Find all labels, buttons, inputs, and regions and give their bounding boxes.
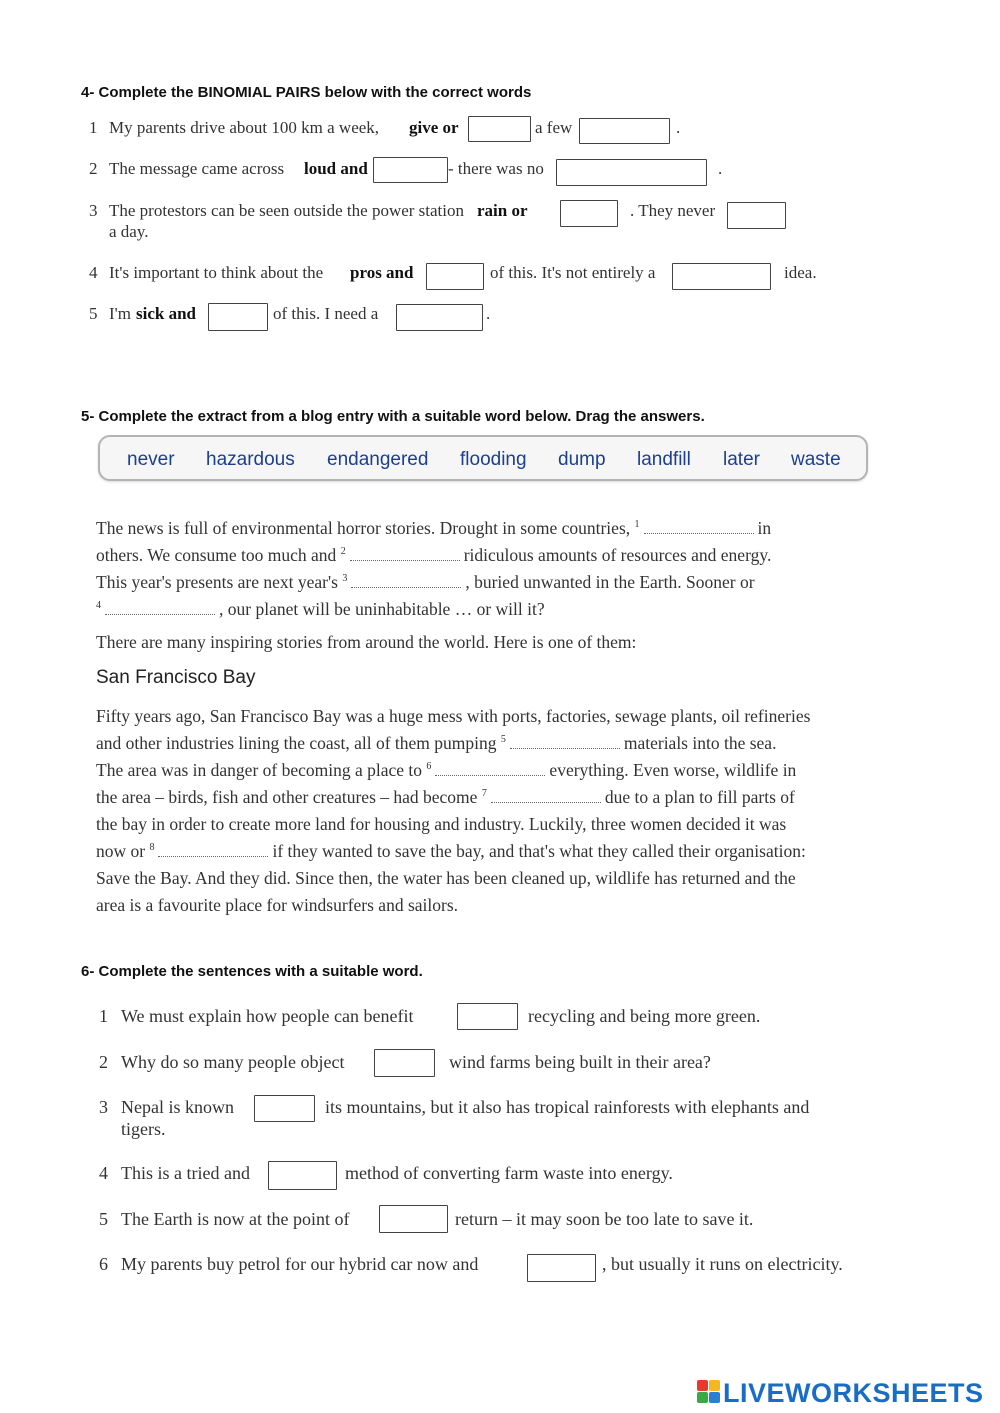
item-text: its mountains, but it also has tropical rainforests with elephants and bbox=[325, 1097, 810, 1117]
item-text: method of converting farm waste into energy. bbox=[345, 1163, 673, 1183]
item-text: The protestors can be seen outside the power station bbox=[109, 201, 465, 220]
drop-target-8[interactable] bbox=[158, 844, 268, 857]
word-hazardous[interactable]: hazardous bbox=[206, 449, 295, 470]
blog-line bbox=[96, 572, 755, 592]
answer-input-4-2b[interactable] bbox=[556, 159, 707, 186]
item-number: 2 bbox=[89, 159, 98, 178]
drop-target-3[interactable] bbox=[351, 575, 461, 588]
item-text: - there was no bbox=[448, 159, 544, 178]
word-waste[interactable]: waste bbox=[791, 449, 841, 470]
answer-input-4-3a[interactable] bbox=[560, 200, 618, 227]
blog-line: Fifty years ago, San Francisco Bay was a huge mess with ports, factories, sewage plants, oil refineries bbox=[96, 706, 811, 726]
text: now or bbox=[96, 841, 146, 861]
item-text: of this. It's not entirely a bbox=[490, 263, 656, 282]
item-text: The message came across bbox=[109, 159, 285, 178]
word-flooding[interactable]: flooding bbox=[460, 449, 527, 470]
word-bank bbox=[98, 435, 868, 481]
blog-line: area is a favourite place for windsurfers and sailors. bbox=[96, 895, 459, 915]
item-number: 1 bbox=[99, 1006, 108, 1026]
item-number: 4 bbox=[99, 1163, 108, 1183]
answer-input-6-5[interactable] bbox=[379, 1205, 448, 1233]
gap-number: 3 bbox=[342, 573, 348, 585]
text: The news is full of environmental horror stories. Drought in some countries, bbox=[96, 518, 631, 538]
gap-number: 2 bbox=[340, 546, 346, 558]
blog-line bbox=[96, 733, 776, 753]
blog-line bbox=[96, 599, 545, 619]
drop-target-1[interactable] bbox=[644, 521, 754, 534]
blog-line: Save the Bay. And they did. Since then, the water has been cleaned up, wildlife has returned and the bbox=[96, 868, 796, 888]
answer-input-6-4[interactable] bbox=[268, 1161, 337, 1190]
drop-target-2[interactable] bbox=[350, 548, 460, 561]
answer-input-6-2[interactable] bbox=[374, 1049, 435, 1077]
text: This year's presents are next year's bbox=[96, 572, 338, 592]
item-text: return – it may soon be too late to save it. bbox=[455, 1209, 754, 1229]
gap-number: 8 bbox=[149, 842, 155, 854]
answer-input-6-1[interactable] bbox=[457, 1003, 518, 1030]
logo-text: LIVEWORKSHEETS bbox=[723, 1378, 984, 1408]
word-landfill[interactable]: landfill bbox=[637, 449, 691, 470]
answer-input-4-2a[interactable] bbox=[373, 157, 448, 183]
answer-input-6-6[interactable] bbox=[527, 1254, 596, 1282]
item-text: I'm bbox=[109, 304, 131, 323]
text: others. We consume too much and bbox=[96, 545, 337, 565]
item-text: a few bbox=[535, 118, 573, 137]
item-text: of this. I need a bbox=[273, 304, 379, 323]
answer-input-4-4a[interactable] bbox=[426, 263, 484, 290]
answer-input-4-1b[interactable] bbox=[579, 118, 670, 144]
item-bold-text: sick and bbox=[136, 304, 196, 323]
item-text: It's important to think about the bbox=[109, 263, 324, 282]
answer-input-4-3b[interactable] bbox=[727, 202, 786, 229]
item-bold-text: loud and bbox=[304, 159, 368, 178]
drop-target-4[interactable] bbox=[105, 602, 215, 615]
word-later[interactable]: later bbox=[723, 449, 760, 470]
text: , our planet will be uninhabitable … or will it? bbox=[219, 599, 545, 619]
text: ridiculous amounts of resources and energy. bbox=[463, 545, 772, 565]
item-text: idea. bbox=[784, 263, 817, 282]
item-number: 6 bbox=[99, 1254, 108, 1274]
item-text: My parents drive about 100 km a week, bbox=[109, 118, 380, 137]
item-text: The Earth is now at the point of bbox=[121, 1209, 350, 1229]
word-never[interactable]: never bbox=[127, 449, 175, 470]
item-text: We must explain how people can benefit bbox=[121, 1006, 414, 1026]
item-text: , but usually it runs on electricity. bbox=[602, 1254, 843, 1274]
section-6-heading: 6- Complete the sentences with a suitable word. bbox=[81, 963, 423, 980]
answer-input-6-3[interactable] bbox=[254, 1095, 315, 1122]
item-text: . bbox=[676, 118, 681, 137]
item-text: wind farms being built in their area? bbox=[449, 1052, 711, 1072]
blog-line bbox=[96, 760, 796, 780]
blog-subtitle: San Francisco Bay bbox=[96, 667, 256, 688]
answer-input-4-4b[interactable] bbox=[672, 263, 771, 290]
blog-line bbox=[96, 841, 806, 861]
gap-number: 4 bbox=[96, 600, 101, 612]
text: if they wanted to save the bay, and that's what they called their organisation: bbox=[272, 841, 806, 861]
item-bold-text: rain or bbox=[477, 201, 528, 220]
item-number: 3 bbox=[89, 201, 98, 220]
item-text: tigers. bbox=[121, 1119, 166, 1139]
item-text: . They never bbox=[630, 201, 716, 220]
logo-tiles-icon bbox=[697, 1380, 721, 1404]
drop-target-6[interactable] bbox=[435, 763, 545, 776]
drop-target-5[interactable] bbox=[510, 736, 620, 749]
item-text: . bbox=[486, 304, 491, 323]
text: the area – birds, fish and other creatures – had become bbox=[96, 787, 478, 807]
item-number: 3 bbox=[99, 1097, 108, 1117]
item-text: This is a tried and bbox=[121, 1163, 250, 1183]
section-5-heading: 5- Complete the extract from a blog entry with a suitable word below. Drag the answers. bbox=[81, 408, 705, 425]
blog-line: the bay in order to create more land for housing and industry. Luckily, three women decided it was bbox=[96, 814, 787, 834]
blog-line bbox=[96, 787, 795, 807]
item-bold-text: give or bbox=[409, 118, 459, 137]
item-text: a day. bbox=[109, 222, 149, 241]
drop-target-7[interactable] bbox=[491, 790, 601, 803]
item-text: . bbox=[718, 159, 723, 178]
text: , buried unwanted in the Earth. Sooner or bbox=[465, 572, 755, 592]
gap-number: 5 bbox=[500, 734, 506, 746]
item-number: 5 bbox=[99, 1209, 108, 1229]
word-dump[interactable]: dump bbox=[558, 449, 606, 470]
item-bold-text: pros and bbox=[350, 263, 414, 282]
item-text: recycling and being more green. bbox=[528, 1006, 761, 1026]
text: due to a plan to fill parts of bbox=[604, 787, 795, 807]
text: The area was in danger of becoming a place to bbox=[96, 760, 423, 780]
item-number: 5 bbox=[89, 304, 98, 323]
text: in bbox=[757, 518, 772, 538]
answer-input-4-1a[interactable] bbox=[468, 116, 531, 142]
answer-input-4-5b[interactable] bbox=[396, 304, 483, 331]
gap-number: 1 bbox=[634, 519, 640, 531]
text: materials into the sea. bbox=[623, 733, 777, 753]
item-text: Why do so many people object bbox=[121, 1052, 345, 1072]
blog-intro: There are many inspiring stories from around the world. Here is one of them: bbox=[96, 632, 637, 652]
item-text: Nepal is known bbox=[121, 1097, 234, 1117]
text: everything. Even worse, wildlife in bbox=[549, 760, 797, 780]
text: and other industries lining the coast, all of them pumping bbox=[96, 733, 497, 753]
blog-line bbox=[96, 545, 771, 565]
gap-number: 7 bbox=[481, 788, 487, 800]
item-number: 1 bbox=[89, 118, 98, 137]
gap-number: 6 bbox=[426, 761, 432, 773]
item-text: My parents buy petrol for our hybrid car now and bbox=[121, 1254, 479, 1274]
answer-input-4-5a[interactable] bbox=[208, 303, 268, 331]
section-4-heading: 4- Complete the BINOMIAL PAIRS below with the correct words bbox=[81, 84, 532, 101]
item-number: 4 bbox=[89, 263, 98, 282]
blog-line bbox=[96, 518, 771, 538]
item-number: 2 bbox=[99, 1052, 108, 1072]
word-endangered[interactable]: endangered bbox=[327, 449, 429, 470]
